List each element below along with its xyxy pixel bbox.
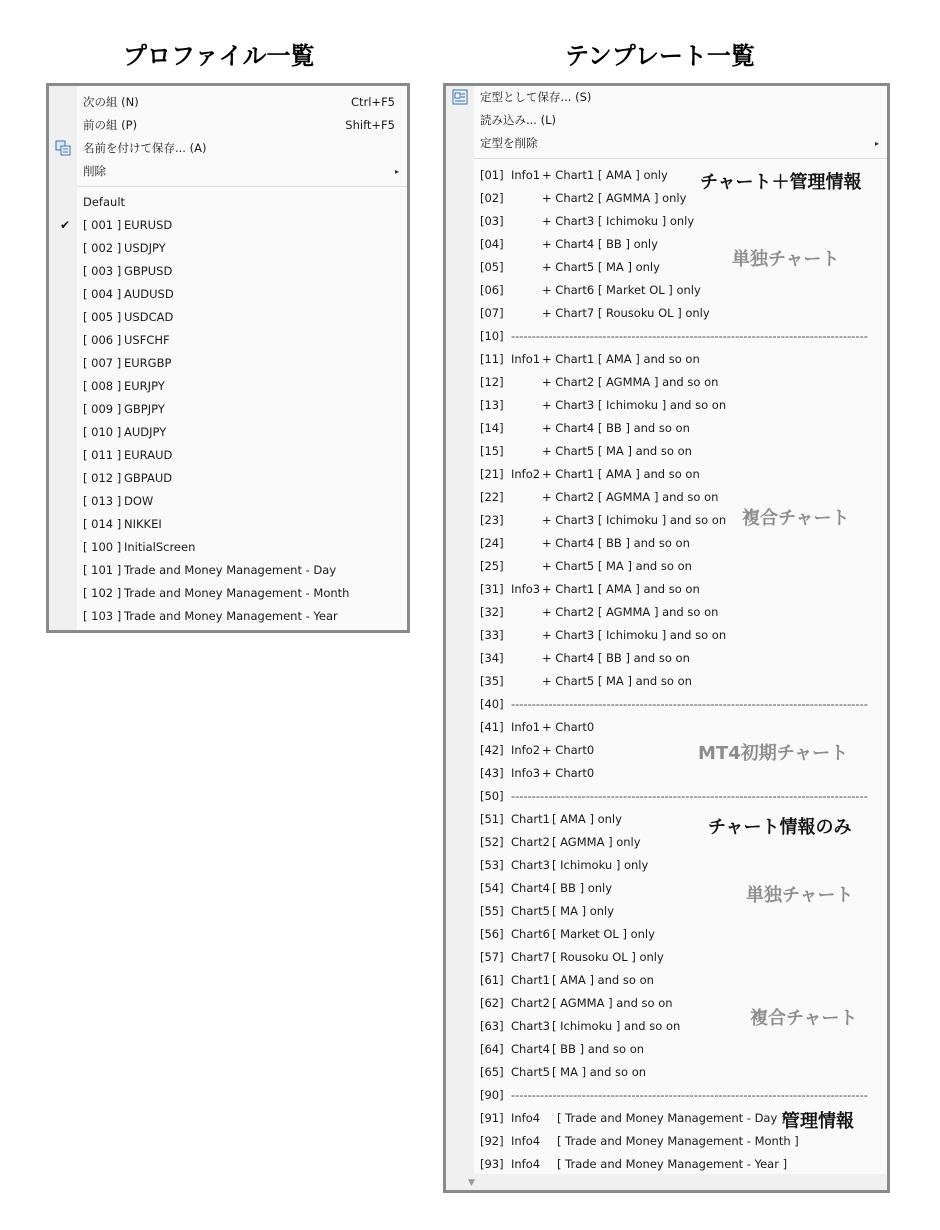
profile-item[interactable]: [83, 605, 403, 628]
template-info: Info1: [511, 720, 541, 734]
profile-number: [ 011 ]: [83, 448, 122, 462]
profile-number: [ 003 ]: [83, 264, 122, 278]
template-info: Info1: [511, 352, 541, 366]
scroll-down-arrow-icon[interactable]: ▼: [468, 1178, 475, 1188]
annotation-label: チャート情報のみ: [708, 817, 852, 838]
template-item[interactable]: [480, 279, 880, 302]
profile-name: AUDUSD: [124, 287, 174, 301]
profile-item[interactable]: [83, 191, 403, 214]
template-chart: + Chart3 [ Ichimoku ] and so on: [542, 513, 727, 527]
dashed-divider: --------------------------------------------------------------------------------------: [511, 789, 868, 803]
template-number: [61]: [480, 973, 504, 987]
profile-number: [ 004 ]: [83, 287, 122, 301]
annotation-label: 単独チャート: [746, 885, 854, 906]
template-item[interactable]: [480, 371, 880, 394]
checkmark-icon: ✔: [60, 218, 71, 232]
template-number: [54]: [480, 881, 504, 895]
template-list-heading: テンプレート一覧: [565, 42, 755, 70]
template-command-label: 定型として保存... (S): [480, 90, 592, 104]
template-chart: + Chart6 [ Market OL ] only: [542, 283, 701, 297]
template-chart: + Chart2 [ AGMMA ] and so on: [542, 605, 719, 619]
profile-label: Default: [83, 195, 126, 209]
template-item[interactable]: [480, 394, 880, 417]
template-item[interactable]: [480, 463, 880, 486]
template-info: Chart2: [511, 996, 550, 1010]
template-item[interactable]: [480, 1130, 880, 1153]
profile-item[interactable]: [83, 513, 403, 536]
profile-name: Trade and Money Management - Day: [124, 563, 337, 577]
profile-number: [ 010 ]: [83, 425, 122, 439]
template-number: [62]: [480, 996, 504, 1010]
template-chart: [ MA ] and so on: [552, 1065, 647, 1079]
profile-menu: [46, 83, 410, 633]
shortcut-label: Ctrl+F5: [350, 95, 395, 109]
template-number: [57]: [480, 950, 504, 964]
template-number: [34]: [480, 651, 504, 665]
template-number: [32]: [480, 605, 504, 619]
template-number: [21]: [480, 467, 504, 481]
template-chart: [ Market OL ] only: [552, 927, 655, 941]
profile-item[interactable]: [83, 582, 403, 605]
template-save-icon: [452, 89, 468, 105]
template-number: [40]: [480, 697, 504, 711]
profile-command-label: 次の組 (N): [83, 95, 139, 109]
template-number: [15]: [480, 444, 504, 458]
template-number: [12]: [480, 375, 504, 389]
template-chart: [ Trade and Money Management - Year ]: [557, 1157, 788, 1171]
profile-name: GBPJPY: [124, 402, 165, 416]
profile-number: [ 006 ]: [83, 333, 122, 347]
template-chart: + Chart2 [ AGMMA ] and so on: [542, 490, 719, 504]
template-info: Chart5: [511, 1065, 550, 1079]
profile-item[interactable]: [83, 490, 403, 513]
template-separator-item: [480, 693, 880, 716]
template-chart: + Chart3 [ Ichimoku ] only: [542, 214, 695, 228]
template-info: Chart3: [511, 1019, 550, 1033]
template-item[interactable]: [480, 1061, 880, 1084]
profile-name: NIKKEI: [124, 517, 162, 531]
template-info: Chart5: [511, 904, 550, 918]
template-chart: + Chart1 [ AMA ] and so on: [542, 582, 700, 596]
template-number: [25]: [480, 559, 504, 573]
template-item[interactable]: [480, 417, 880, 440]
template-chart: [ BB ] only: [552, 881, 613, 895]
profile-name: EURAUD: [124, 448, 173, 462]
annotation-label: 管理情報: [782, 1111, 854, 1132]
template-info: Info2: [511, 467, 541, 481]
template-number: [33]: [480, 628, 504, 642]
dashed-divider: --------------------------------------------------------------------------------------: [511, 1088, 868, 1102]
template-number: [65]: [480, 1065, 504, 1079]
template-chart: + Chart5 [ MA ] and so on: [542, 674, 692, 688]
profile-number: [ 013 ]: [83, 494, 122, 508]
template-info: Chart6: [511, 927, 550, 941]
profile-name: EURUSD: [124, 218, 173, 232]
template-number: [41]: [480, 720, 504, 734]
template-number: [04]: [480, 237, 504, 251]
template-item[interactable]: [480, 348, 880, 371]
template-separator-item: [480, 1084, 880, 1107]
template-chart: [ AMA ] only: [552, 812, 622, 826]
template-chart: + Chart5 [ MA ] and so on: [542, 444, 692, 458]
template-number: [92]: [480, 1134, 504, 1148]
template-item[interactable]: [480, 1153, 880, 1176]
profile-name: Trade and Money Management - Year: [124, 609, 338, 623]
profile-number: [ 005 ]: [83, 310, 122, 324]
profile-item[interactable]: [83, 306, 403, 329]
template-number: [50]: [480, 789, 504, 803]
template-info: Chart1: [511, 973, 550, 987]
template-info: Chart1: [511, 812, 550, 826]
template-number: [52]: [480, 835, 504, 849]
template-number: [42]: [480, 743, 504, 757]
template-chart: + Chart2 [ AGMMA ] and so on: [542, 375, 719, 389]
template-item[interactable]: [480, 624, 880, 647]
template-chart: + Chart5 [ MA ] only: [542, 260, 660, 274]
template-chart: [ Ichimoku ] only: [552, 858, 649, 872]
template-chart: [ Rousoku OL ] only: [552, 950, 664, 964]
template-info: Info3: [511, 766, 541, 780]
template-number: [90]: [480, 1088, 504, 1102]
profile-command-label: 前の組 (P): [83, 118, 138, 132]
profile-number: [ 100 ]: [83, 540, 122, 554]
template-item[interactable]: [480, 647, 880, 670]
template-chart: [ MA ] only: [552, 904, 615, 918]
profile-item[interactable]: [83, 352, 403, 375]
template-number: [05]: [480, 260, 504, 274]
menu-separator: [77, 186, 407, 187]
template-number: [91]: [480, 1111, 504, 1125]
template-item[interactable]: [480, 302, 880, 325]
template-item[interactable]: [480, 762, 880, 785]
profile-name: InitialScreen: [124, 540, 196, 554]
template-number: [11]: [480, 352, 504, 366]
template-number: [14]: [480, 421, 504, 435]
annotation-label: 単独チャート: [732, 249, 840, 270]
template-item[interactable]: [480, 716, 880, 739]
template-number: [35]: [480, 674, 504, 688]
template-chart: + Chart0: [542, 743, 595, 757]
template-info: Info3: [511, 582, 541, 596]
template-item[interactable]: [480, 555, 880, 578]
template-info: Info4: [511, 1134, 541, 1148]
shortcut-label: Shift+F5: [345, 118, 395, 132]
profile-item[interactable]: [83, 421, 403, 444]
profile-command-item[interactable]: [83, 160, 403, 183]
template-chart: + Chart1 [ AMA ] and so on: [542, 352, 700, 366]
template-info: Info4: [511, 1111, 541, 1125]
template-number: [03]: [480, 214, 504, 228]
profile-number: [ 012 ]: [83, 471, 122, 485]
profile-number: [ 008 ]: [83, 379, 122, 393]
template-item[interactable]: [480, 946, 880, 969]
profile-item[interactable]: [83, 329, 403, 352]
template-chart: + Chart4 [ BB ] only: [542, 237, 658, 251]
profile-item[interactable]: [83, 260, 403, 283]
template-chart: [ AGMMA ] and so on: [552, 996, 673, 1010]
template-chart: [ BB ] and so on: [552, 1042, 645, 1056]
annotation-label: MT4初期チャート: [698, 743, 849, 764]
profile-name: Trade and Money Management - Month: [124, 586, 350, 600]
annotation-label: 複合チャート: [750, 1008, 858, 1029]
template-item[interactable]: [480, 578, 880, 601]
template-info: Chart7: [511, 950, 550, 964]
template-command-label: 読み込み... (L): [480, 113, 557, 127]
template-item[interactable]: [480, 923, 880, 946]
profile-number: [ 007 ]: [83, 356, 122, 370]
template-chart: + Chart7 [ Rousoku OL ] only: [542, 306, 710, 320]
profile-number: [ 102 ]: [83, 586, 122, 600]
submenu-arrow-icon: ▸: [874, 139, 879, 148]
template-chart: + Chart3 [ Ichimoku ] and so on: [542, 628, 727, 642]
template-info: Info2: [511, 743, 541, 757]
profile-name: GBPAUD: [124, 471, 173, 485]
template-number: [24]: [480, 536, 504, 550]
profile-name: AUDJPY: [124, 425, 167, 439]
profile-name: GBPUSD: [124, 264, 173, 278]
template-item[interactable]: [480, 601, 880, 624]
profile-number: [ 101 ]: [83, 563, 122, 577]
template-command-item[interactable]: [480, 109, 880, 132]
template-info: Chart2: [511, 835, 550, 849]
profile-item[interactable]: [83, 536, 403, 559]
template-info: Chart4: [511, 881, 550, 895]
profile-name: USDCAD: [124, 310, 174, 324]
template-number: [07]: [480, 306, 504, 320]
template-chart: [ Trade and Money Management - Day ]: [557, 1111, 786, 1125]
template-number: [53]: [480, 858, 504, 872]
dashed-divider: --------------------------------------------------------------------------------------: [511, 697, 868, 711]
profile-item[interactable]: [83, 214, 403, 237]
template-number: [02]: [480, 191, 504, 205]
template-info: Chart4: [511, 1042, 550, 1056]
template-info: Info1: [511, 168, 541, 182]
template-item[interactable]: [480, 532, 880, 555]
template-chart: + Chart0: [542, 766, 595, 780]
template-number: [22]: [480, 490, 504, 504]
template-number: [31]: [480, 582, 504, 596]
profile-name: EURJPY: [124, 379, 165, 393]
template-number: [55]: [480, 904, 504, 918]
profile-command-item[interactable]: [83, 137, 403, 160]
submenu-arrow-icon: ▸: [394, 167, 399, 176]
template-chart: + Chart4 [ BB ] and so on: [542, 536, 690, 550]
profile-item[interactable]: [83, 467, 403, 490]
template-command-item[interactable]: [480, 86, 880, 109]
profile-name: EURGBP: [124, 356, 172, 370]
template-chart: + Chart1 [ AMA ] and so on: [542, 467, 700, 481]
template-number: [51]: [480, 812, 504, 826]
profile-name: DOW: [124, 494, 154, 508]
template-item[interactable]: [480, 1038, 880, 1061]
template-chart: + Chart4 [ BB ] and so on: [542, 651, 690, 665]
template-chart: + Chart4 [ BB ] and so on: [542, 421, 690, 435]
profile-item[interactable]: [83, 398, 403, 421]
profile-item[interactable]: [83, 559, 403, 582]
profile-name: USFCHF: [124, 333, 170, 347]
profile-name: USDJPY: [124, 241, 166, 255]
template-number: [64]: [480, 1042, 504, 1056]
template-item[interactable]: [480, 210, 880, 233]
profile-number: [ 001 ]: [83, 218, 122, 232]
template-item[interactable]: [480, 440, 880, 463]
template-item[interactable]: [480, 670, 880, 693]
template-number: [63]: [480, 1019, 504, 1033]
profile-number: [ 014 ]: [83, 517, 122, 531]
profile-number: [ 002 ]: [83, 241, 122, 255]
profile-item[interactable]: [83, 283, 403, 306]
profile-number: [ 103 ]: [83, 609, 122, 623]
template-item[interactable]: [480, 854, 880, 877]
template-chart: + Chart3 [ Ichimoku ] and so on: [542, 398, 727, 412]
profile-item[interactable]: [83, 237, 403, 260]
template-number: [06]: [480, 283, 504, 297]
template-item[interactable]: [480, 969, 880, 992]
template-number: [93]: [480, 1157, 504, 1171]
profile-command-label: 名前を付けて保存... (A): [83, 141, 207, 155]
template-number: [23]: [480, 513, 504, 527]
template-chart: + Chart2 [ AGMMA ] only: [542, 191, 687, 205]
template-chart: [ AGMMA ] only: [552, 835, 641, 849]
template-chart: + Chart0: [542, 720, 595, 734]
annotation-label: 複合チャート: [742, 508, 850, 529]
template-number: [10]: [480, 329, 504, 343]
template-number: [56]: [480, 927, 504, 941]
menu-separator: [474, 158, 887, 159]
template-number: [01]: [480, 168, 504, 182]
profile-number: [ 009 ]: [83, 402, 122, 416]
template-separator-item: [480, 785, 880, 808]
dashed-divider: --------------------------------------------------------------------------------------: [511, 329, 868, 343]
template-chart: + Chart1 [ AMA ] only: [542, 168, 668, 182]
template-chart: [ AMA ] and so on: [552, 973, 654, 987]
profile-item[interactable]: [83, 444, 403, 467]
template-info: Info4: [511, 1157, 541, 1171]
template-info: Chart3: [511, 858, 550, 872]
template-chart: [ Ichimoku ] and so on: [552, 1019, 681, 1033]
template-number: [43]: [480, 766, 504, 780]
save-as-icon: [55, 140, 71, 156]
template-chart: + Chart5 [ MA ] and so on: [542, 559, 692, 573]
template-chart: [ Trade and Money Management - Month ]: [557, 1134, 799, 1148]
profile-list-heading: プロファイル一覧: [123, 42, 315, 70]
template-command-item[interactable]: [480, 132, 880, 155]
profile-item[interactable]: [83, 375, 403, 398]
template-number: [13]: [480, 398, 504, 412]
template-command-label: 定型を削除: [480, 136, 538, 150]
profile-command-label: 削除: [83, 164, 106, 178]
annotation-label: チャート＋管理情報: [700, 172, 862, 193]
template-separator-item: [480, 325, 880, 348]
